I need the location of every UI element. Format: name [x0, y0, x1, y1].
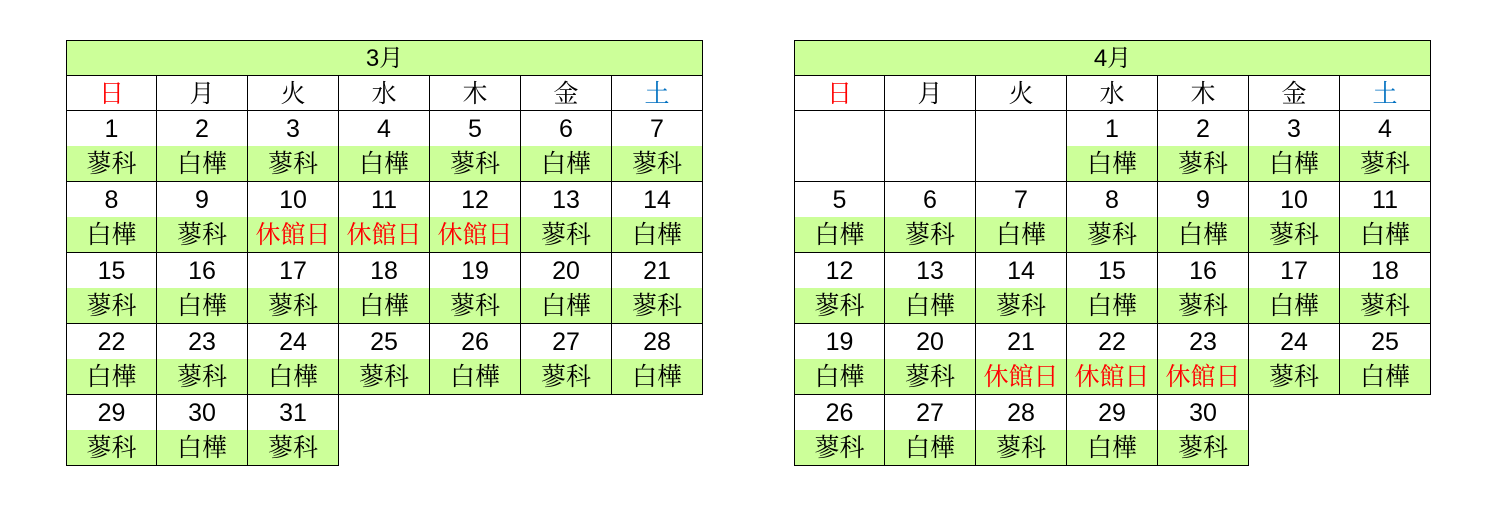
- day-cell: [1339, 181, 1431, 253]
- day-number: 24: [1280, 328, 1308, 356]
- venue-label: 蓼科: [612, 146, 702, 181]
- day-cell: [429, 323, 521, 395]
- day-cell: [1066, 110, 1158, 182]
- day-number: 6: [923, 186, 937, 214]
- month-title: 3月: [66, 40, 703, 76]
- day-number: 28: [643, 328, 671, 356]
- venue-label: 白樺: [1249, 146, 1339, 181]
- day-number: 27: [916, 399, 944, 427]
- day-number: 6: [559, 115, 573, 143]
- venue-label: 白樺: [157, 430, 247, 465]
- day-cell: [247, 181, 339, 253]
- day-number: 14: [1007, 257, 1035, 285]
- weekday-header-row: [794, 76, 1431, 111]
- day-number: 31: [279, 399, 307, 427]
- venue-label: 蓼科: [1158, 146, 1248, 181]
- closed-day-label: 休館日: [339, 217, 429, 252]
- day-number: 22: [1098, 328, 1126, 356]
- day-cell: [1339, 110, 1431, 182]
- day-cell: [794, 181, 885, 253]
- venue-label: 白樺: [795, 359, 884, 394]
- day-cell: [429, 252, 521, 324]
- day-number: 3: [1287, 115, 1301, 143]
- day-number: 23: [188, 328, 216, 356]
- day-number: 9: [195, 186, 209, 214]
- empty-day-cell: [975, 110, 1067, 182]
- day-cell: [66, 110, 157, 182]
- calendar-april: [794, 40, 1431, 466]
- day-number: 28: [1007, 399, 1035, 427]
- day-cell: [1339, 252, 1431, 324]
- venue-label: 蓼科: [1340, 288, 1430, 323]
- day-cell: [975, 394, 1067, 466]
- venue-label: 蓼科: [521, 217, 611, 252]
- venue-label: 蓼科: [1249, 359, 1339, 394]
- venue-label: 白樺: [885, 288, 975, 323]
- day-number: 15: [97, 257, 126, 285]
- venue-label: 白樺: [157, 146, 247, 181]
- venue-label: 蓼科: [157, 217, 247, 252]
- day-cell: [520, 252, 612, 324]
- venue-label: 蓼科: [976, 288, 1066, 323]
- day-number: 1: [1105, 115, 1119, 143]
- venue-label: 蓼科: [1340, 146, 1430, 181]
- venue-label: 蓼科: [248, 146, 338, 181]
- day-cell: [975, 323, 1067, 395]
- day-number: 26: [825, 399, 854, 427]
- day-number: 8: [1105, 186, 1119, 214]
- day-number: 30: [188, 399, 216, 427]
- weekday-monday: 月: [156, 75, 248, 111]
- day-cell: [156, 252, 248, 324]
- venue-label: 白樺: [67, 359, 156, 394]
- day-cell: [1066, 323, 1158, 395]
- day-number: 3: [286, 115, 300, 143]
- closed-day-label: 休館日: [1158, 359, 1248, 394]
- venue-label: 白樺: [1067, 288, 1157, 323]
- venue-label: 白樺: [1249, 288, 1339, 323]
- venue-label: 蓼科: [521, 359, 611, 394]
- day-number: 17: [279, 257, 307, 285]
- day-cell: [1339, 323, 1431, 395]
- closed-day-label: 休館日: [1067, 359, 1157, 394]
- weekday-thursday: 木: [429, 75, 521, 111]
- venue-label: 白樺: [795, 217, 884, 252]
- venue-label: 白樺: [521, 288, 611, 323]
- day-cell: [884, 394, 976, 466]
- day-cell: [1157, 323, 1249, 395]
- day-cell: [794, 252, 885, 324]
- day-cell: [429, 110, 521, 182]
- day-number: 5: [832, 186, 847, 214]
- day-number: 2: [195, 115, 209, 143]
- day-cell: [1066, 181, 1158, 253]
- weekday-tuesday: 火: [975, 75, 1067, 111]
- day-cell: [1248, 110, 1340, 182]
- day-number: 26: [461, 328, 489, 356]
- day-number: 30: [1189, 399, 1217, 427]
- weekday-sunday: 日: [794, 75, 885, 111]
- day-cell: [611, 110, 703, 182]
- day-number: 7: [650, 115, 664, 143]
- day-cell: [66, 323, 157, 395]
- day-number: 14: [643, 186, 671, 214]
- day-number: 17: [1280, 257, 1308, 285]
- day-number: 11: [371, 186, 397, 214]
- day-number: 1: [104, 115, 119, 143]
- day-cell: [247, 323, 339, 395]
- venue-label: 白樺: [1067, 430, 1157, 465]
- day-cell: [66, 252, 157, 324]
- venue-label: 白樺: [430, 359, 520, 394]
- day-number: 27: [552, 328, 580, 356]
- venue-label: 蓼科: [1158, 430, 1248, 465]
- day-number: 24: [279, 328, 307, 356]
- day-grid: [794, 111, 1431, 466]
- empty-day-cell: [794, 110, 885, 182]
- day-number: 9: [1196, 186, 1210, 214]
- day-cell: [156, 323, 248, 395]
- weekday-monday: 月: [884, 75, 976, 111]
- venue-label: 蓼科: [1249, 217, 1339, 252]
- day-cell: [1248, 181, 1340, 253]
- day-cell: [1157, 252, 1249, 324]
- day-number: 20: [552, 257, 580, 285]
- day-number: 22: [97, 328, 126, 356]
- day-cell: [794, 323, 885, 395]
- venue-label: 蓼科: [430, 288, 520, 323]
- day-cell: [1248, 252, 1340, 324]
- weekday-thursday: 木: [1157, 75, 1249, 111]
- day-cell: [611, 181, 703, 253]
- closed-day-label: 休館日: [248, 217, 338, 252]
- day-cell: [884, 181, 976, 253]
- venue-label: 蓼科: [1158, 288, 1248, 323]
- day-number: 25: [370, 328, 398, 356]
- day-cell: [1066, 252, 1158, 324]
- venue-label: 蓼科: [157, 359, 247, 394]
- day-cell: [156, 110, 248, 182]
- venue-label: 白樺: [1067, 146, 1157, 181]
- day-cell: [884, 252, 976, 324]
- closed-day-label: 休館日: [430, 217, 520, 252]
- day-cell: [247, 394, 339, 466]
- weekday-saturday: 土: [1339, 75, 1431, 111]
- venue-label: 白樺: [248, 359, 338, 394]
- day-number: 16: [1189, 257, 1217, 285]
- venue-label: 蓼科: [795, 430, 884, 465]
- day-number: 13: [552, 186, 580, 214]
- day-cell: [1157, 110, 1249, 182]
- day-number: 20: [916, 328, 944, 356]
- venue-label: 白樺: [885, 430, 975, 465]
- day-cell: [1066, 394, 1158, 466]
- venue-label: 蓼科: [248, 288, 338, 323]
- venue-label: 白樺: [1340, 217, 1430, 252]
- weekday-wednesday: 水: [1066, 75, 1158, 111]
- day-cell: [429, 181, 521, 253]
- day-number: 12: [461, 186, 489, 214]
- venue-label: 白樺: [612, 359, 702, 394]
- day-number: 4: [1378, 115, 1392, 143]
- day-cell: [520, 110, 612, 182]
- day-cell: [247, 252, 339, 324]
- day-number: 25: [1371, 328, 1399, 356]
- weekday-tuesday: 火: [247, 75, 339, 111]
- venue-label: 白樺: [612, 217, 702, 252]
- day-cell: [338, 252, 430, 324]
- weekday-saturday: 土: [611, 75, 703, 111]
- day-cell: [338, 110, 430, 182]
- weekday-wednesday: 水: [338, 75, 430, 111]
- day-number: 29: [1098, 399, 1126, 427]
- venue-label: 蓼科: [976, 430, 1066, 465]
- venue-label: 蓼科: [612, 288, 702, 323]
- day-number: 19: [825, 328, 854, 356]
- day-number: 10: [1280, 186, 1308, 214]
- day-cell: [66, 181, 157, 253]
- venue-label: 蓼科: [430, 146, 520, 181]
- day-number: 4: [377, 115, 391, 143]
- day-number: 23: [1189, 328, 1217, 356]
- weekday-sunday: 日: [66, 75, 157, 111]
- venue-label: 白樺: [976, 217, 1066, 252]
- day-cell: [338, 323, 430, 395]
- weekday-header-row: [66, 76, 703, 111]
- weekday-friday: 金: [520, 75, 612, 111]
- day-cell: [975, 252, 1067, 324]
- day-cell: [520, 323, 612, 395]
- venue-label: 白樺: [67, 217, 156, 252]
- day-cell: [975, 181, 1067, 253]
- day-grid: [66, 111, 703, 466]
- venue-label: 蓼科: [67, 430, 156, 465]
- day-cell: [1157, 394, 1249, 466]
- day-cell: [520, 181, 612, 253]
- day-number: 18: [1371, 257, 1399, 285]
- day-number: 2: [1196, 115, 1210, 143]
- day-cell: [611, 252, 703, 324]
- day-cell: [66, 394, 157, 466]
- venue-label: 白樺: [1340, 359, 1430, 394]
- day-cell: [611, 323, 703, 395]
- day-number: 13: [916, 257, 944, 285]
- day-cell: [156, 394, 248, 466]
- venue-label: 蓼科: [1067, 217, 1157, 252]
- venue-label: 白樺: [1158, 217, 1248, 252]
- closed-day-label: 休館日: [976, 359, 1066, 394]
- venue-label: 蓼科: [339, 359, 429, 394]
- day-number: 18: [370, 257, 398, 285]
- day-number: 21: [1007, 328, 1035, 356]
- day-cell: [1248, 323, 1340, 395]
- day-number: 11: [1372, 186, 1398, 214]
- venue-label: 蓼科: [885, 217, 975, 252]
- day-cell: [338, 181, 430, 253]
- venue-label: 蓼科: [795, 288, 884, 323]
- venue-label: 白樺: [339, 146, 429, 181]
- day-cell: [794, 394, 885, 466]
- weekday-friday: 金: [1248, 75, 1340, 111]
- day-number: 5: [468, 115, 482, 143]
- venue-label: 白樺: [157, 288, 247, 323]
- calendar-march: [66, 40, 703, 466]
- day-cell: [1157, 181, 1249, 253]
- day-cell: [156, 181, 248, 253]
- venue-label: 蓼科: [67, 288, 156, 323]
- venue-label: 蓼科: [67, 146, 156, 181]
- day-number: 10: [279, 186, 307, 214]
- day-number: 12: [825, 257, 854, 285]
- venue-label: 白樺: [521, 146, 611, 181]
- venue-label: 蓼科: [248, 430, 338, 465]
- day-number: 16: [188, 257, 216, 285]
- venue-label: 蓼科: [885, 359, 975, 394]
- day-number: 19: [461, 257, 489, 285]
- day-number: 29: [97, 399, 126, 427]
- month-title: 4月: [794, 40, 1431, 76]
- day-cell: [884, 323, 976, 395]
- day-cell: [247, 110, 339, 182]
- day-number: 15: [1098, 257, 1126, 285]
- venue-label: 白樺: [339, 288, 429, 323]
- day-number: 8: [104, 186, 119, 214]
- day-number: 7: [1014, 186, 1028, 214]
- day-number: 21: [643, 257, 671, 285]
- empty-day-cell: [884, 110, 976, 182]
